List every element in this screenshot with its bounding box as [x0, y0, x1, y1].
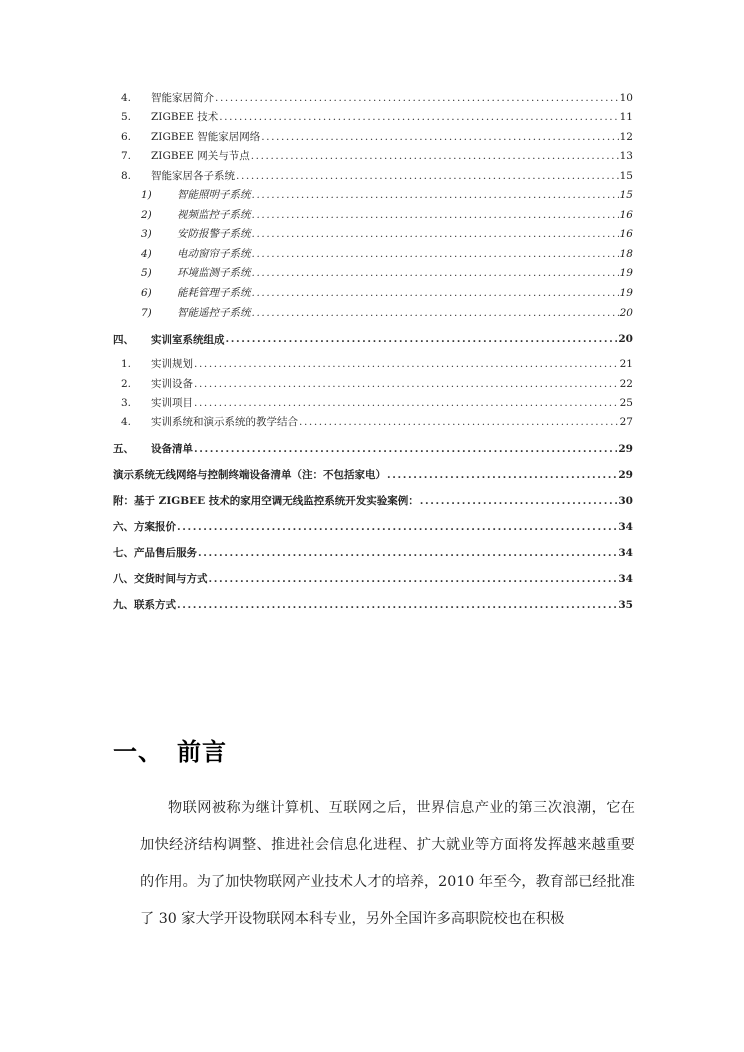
toc-subentry[interactable]	[113, 207, 633, 227]
toc-subentry[interactable]	[113, 246, 633, 266]
section-body	[140, 790, 635, 938]
toc-section-entry[interactable]	[113, 326, 633, 352]
toc-section-entry[interactable]	[113, 436, 633, 462]
toc-entry-page: 12	[619, 130, 633, 143]
toc-entry-number: 4.	[121, 416, 132, 429]
toc-entry-title: 六、方案报价	[113, 521, 176, 534]
toc-entry-title: 演示系统无线网络与控制终端设备清单（注：不包括家电）	[113, 469, 386, 482]
toc-entry-title: 智能家居各子系统	[151, 169, 235, 182]
toc-entry[interactable]	[113, 148, 633, 167]
toc-subentry[interactable]	[113, 187, 633, 207]
toc-entry-page: 20	[618, 333, 633, 346]
toc-entry-number: 6.	[121, 130, 132, 143]
body-paragraph: 物联网被称为继计算机、互联网之后，世界信息产业的第三次浪潮，它在加快经济结构调整、推进社会信息化进程、扩大就业等方面将发挥越来越重要的作用。为了加快物联网产业技术人才的培养，2010 年至今，教育部已经批准了 30 家大学开设物联网本科专业，另外全国许多高职院校也在积极	[140, 800, 635, 927]
toc-entry-page: 29	[618, 442, 633, 455]
toc-section-entry[interactable]	[113, 566, 633, 592]
toc-entry-page: 15	[619, 188, 633, 201]
toc-entry[interactable]	[113, 414, 633, 433]
toc-entry-title: 设备清单	[151, 443, 193, 456]
dot-leader	[252, 189, 619, 201]
section-heading	[113, 732, 227, 767]
dot-leader	[219, 111, 618, 123]
toc-entry-page: 11	[619, 111, 633, 124]
toc-entry[interactable]	[113, 109, 633, 128]
table-of-contents	[113, 90, 633, 618]
dot-leader	[252, 287, 619, 299]
toc-entry-number: 五、	[113, 443, 134, 456]
toc-entry-page: 35	[618, 598, 633, 611]
toc-entry-number: 4.	[121, 92, 132, 104]
toc-entry-title: 实训项目	[151, 396, 193, 409]
dot-leader	[252, 228, 619, 240]
toc-entry-title: 实训设备	[151, 377, 193, 390]
toc-entry-title: 视频监控子系统	[177, 208, 251, 221]
toc-entry-page: 34	[618, 546, 633, 559]
toc-entry-page: 19	[619, 286, 633, 299]
toc-entry[interactable]	[113, 356, 633, 375]
toc-entry-number: 3.	[121, 396, 132, 409]
toc-entry-number: 3)	[141, 228, 152, 241]
toc-entry-title: 实训室系统组成	[151, 333, 225, 346]
toc-entry-title: ZIGBEE 技术	[151, 111, 219, 124]
toc-section-entry[interactable]	[113, 488, 633, 514]
toc-entry-page: 10	[619, 92, 633, 104]
toc-entry-title: 智能照明子系统	[177, 188, 251, 201]
toc-entry-page: 21	[619, 358, 633, 371]
toc-entry-page: 13	[619, 150, 633, 163]
toc-subentry[interactable]	[113, 285, 633, 305]
toc-entry-number: 5)	[141, 267, 152, 280]
dot-leader	[251, 150, 619, 162]
toc-entry-title: 七、产品售后服务	[113, 547, 197, 560]
toc-entry-title: 环境监测子系统	[177, 267, 251, 280]
toc-entry-number: 7.	[121, 150, 132, 163]
toc-entry-page: 27	[619, 416, 633, 429]
dot-leader	[299, 416, 619, 428]
dot-leader	[194, 378, 619, 390]
toc-entry-page: 18	[619, 247, 633, 260]
toc-entry-title: 附：基于 ZIGBEE 技术的家用空调无线监控系统开发实验案例：	[113, 495, 419, 508]
toc-entry-title: 安防报警子系统	[177, 228, 251, 241]
toc-entry-number: 1.	[121, 358, 132, 371]
toc-entry-page: 25	[619, 396, 633, 409]
toc-entry-number: 1)	[141, 188, 152, 201]
dot-leader	[252, 248, 619, 260]
toc-entry-number: 4)	[141, 247, 152, 260]
dot-leader	[252, 267, 619, 279]
toc-entry-number: 8.	[121, 169, 132, 182]
dot-leader	[209, 573, 618, 585]
toc-entry-page: 16	[619, 228, 633, 241]
toc-entry-page: 30	[618, 494, 633, 507]
dot-leader	[194, 443, 617, 455]
toc-entry[interactable]	[113, 376, 633, 395]
toc-entry-page: 16	[619, 208, 633, 221]
toc-entry-number: 四、	[113, 333, 134, 346]
dot-leader	[252, 307, 619, 319]
toc-entry-page: 15	[619, 169, 633, 182]
toc-entry-page: 19	[619, 267, 633, 280]
toc-entry-title: ZIGBEE 网关与节点	[151, 150, 250, 163]
toc-section-entry[interactable]	[113, 514, 633, 540]
toc-subentry[interactable]	[113, 265, 633, 285]
section-number: 一、	[113, 738, 163, 766]
toc-entry-title: 八、交货时间与方式	[113, 573, 208, 586]
toc-entry-number: 6)	[141, 286, 152, 299]
toc-entry-title: 实训系统和演示系统的教学结合	[151, 416, 298, 429]
toc-subentry[interactable]	[113, 305, 633, 325]
toc-entry-page: 34	[618, 572, 633, 585]
dot-leader	[215, 92, 619, 104]
dot-leader	[226, 333, 618, 345]
toc-entry-page: 22	[619, 377, 633, 390]
toc-entry-number: 2.	[121, 377, 132, 390]
toc-entry[interactable]	[113, 90, 633, 109]
toc-entry[interactable]	[113, 129, 633, 148]
dot-leader	[236, 170, 619, 182]
toc-entry-page: 29	[618, 468, 633, 481]
dot-leader	[198, 547, 617, 559]
toc-entry-title: 电动窗帘子系统	[177, 247, 251, 260]
dot-leader	[420, 495, 618, 507]
dot-leader	[194, 397, 619, 409]
dot-leader	[177, 599, 617, 611]
toc-entry-number: 7)	[141, 306, 152, 319]
dot-leader	[261, 131, 618, 143]
toc-entry-title: 能耗管理子系统	[177, 286, 251, 299]
toc-section-entry[interactable]	[113, 540, 633, 566]
toc-entry-number: 5.	[121, 111, 132, 124]
toc-entry-number: 2)	[141, 208, 152, 221]
section-title: 前言	[177, 738, 227, 766]
dot-leader	[387, 469, 617, 481]
toc-entry-title: 智能遥控子系统	[177, 306, 251, 319]
toc-section-entry[interactable]	[113, 592, 633, 618]
toc-subentry[interactable]	[113, 226, 633, 246]
toc-entry-title: 九、联系方式	[113, 599, 176, 612]
dot-leader	[252, 209, 619, 221]
toc-entry-page: 34	[618, 520, 633, 533]
toc-entry-title: ZIGBEE 智能家居网络	[151, 130, 261, 143]
toc-entry-page: 20	[619, 306, 633, 319]
toc-entry[interactable]	[113, 395, 633, 414]
dot-leader	[177, 521, 617, 533]
toc-entry[interactable]	[113, 168, 633, 187]
dot-leader	[194, 358, 619, 370]
toc-entry-title: 实训规划	[151, 358, 193, 371]
toc-entry-title: 智能家居简介	[151, 92, 214, 104]
toc-section-entry[interactable]	[113, 462, 633, 488]
